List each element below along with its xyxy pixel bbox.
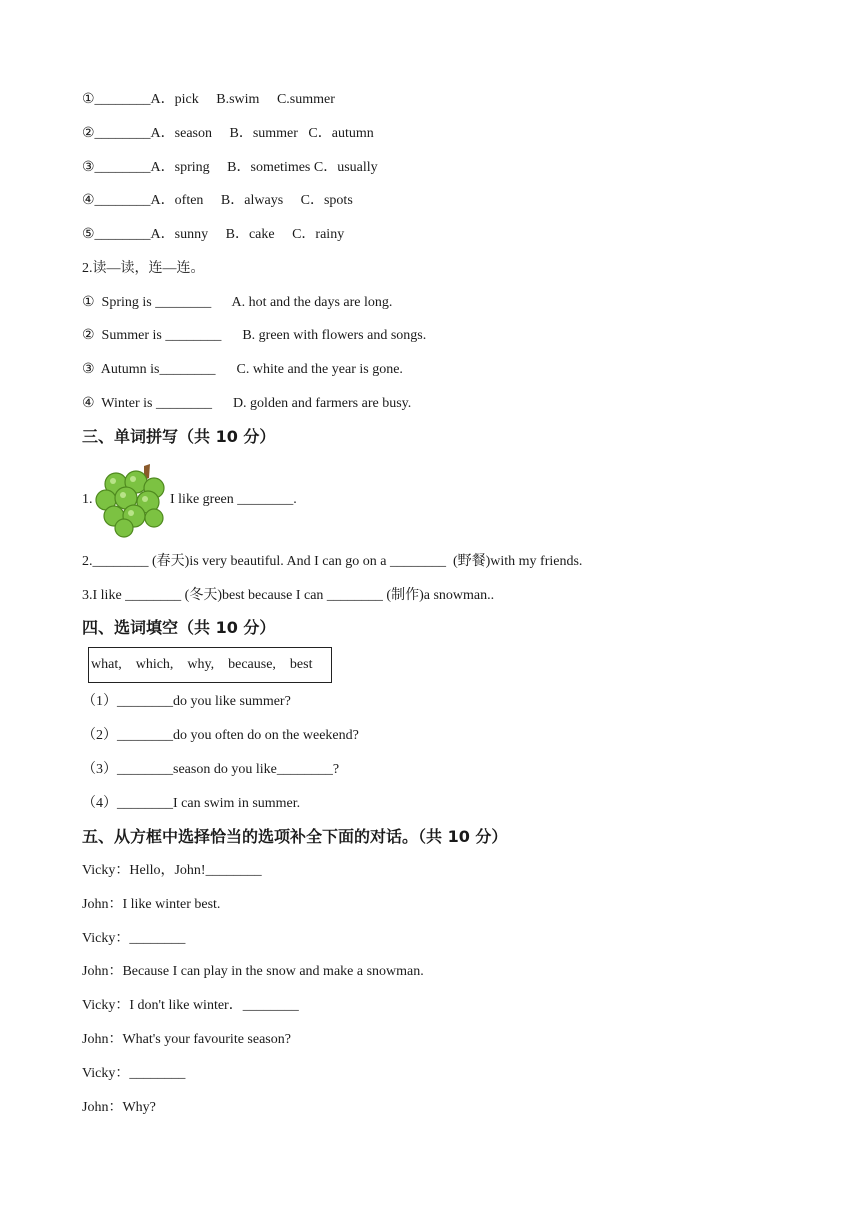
fill-item-3: （3）________season do you like________? bbox=[82, 762, 340, 777]
fill-item-4: （4）________I can swim in summer. bbox=[82, 796, 301, 811]
dialogue-line-2: John：I like winter best. bbox=[82, 897, 221, 912]
choice-item-4: ④________A．often B．always C．spots bbox=[82, 193, 353, 208]
dialogue-line-7: Vicky：________ bbox=[82, 1066, 186, 1081]
match-title: 2.读—读，连—连。 bbox=[82, 261, 205, 276]
match-item-1: ① Spring is ________ A. hot and the days are long. bbox=[82, 295, 393, 310]
match-item-4: ④ Winter is ________ D. golden and farmers are busy. bbox=[82, 396, 412, 411]
dialogue-line-3: Vicky：________ bbox=[82, 931, 186, 946]
section5-heading: 五、从方框中选择恰当的选项补全下面的对话。（共 10 分） bbox=[82, 827, 508, 846]
choice-item-5: ⑤________A．sunny B．cake C．rainy bbox=[82, 227, 345, 242]
dialogue-line-1: Vicky：Hello，John!________ bbox=[82, 863, 262, 878]
dialogue-line-4: John：Because I can play in the snow and make a snowman. bbox=[82, 964, 424, 979]
match-item-2: ② Summer is ________ B. green with flowers and songs. bbox=[82, 328, 427, 343]
choice-item-3: ③________A．spring B．sometimes C．usually bbox=[82, 160, 378, 175]
word-box: what, which, why, because, best bbox=[88, 647, 332, 683]
q1-text: I like green ________. bbox=[170, 492, 297, 507]
dialogue-line-5: Vicky：I don't like winter．________ bbox=[82, 998, 299, 1013]
section4-heading: 四、选词填空（共 10 分） bbox=[82, 618, 276, 637]
q2-line: 2.________ (春天)is very beautiful. And I can go on a ________ (野餐)with my friends. bbox=[82, 554, 583, 569]
fill-item-2: （2）________do you often do on the weekend? bbox=[82, 728, 359, 743]
dialogue-line-8: John：Why? bbox=[82, 1100, 156, 1115]
grapes-image bbox=[92, 462, 172, 538]
dialogue-line-6: John：What's your favourite season? bbox=[82, 1032, 291, 1047]
fill-item-1: （1）________do you like summer? bbox=[82, 694, 291, 709]
choice-item-2: ②________A．season B．summer C．autumn bbox=[82, 126, 374, 141]
q1-number: 1. bbox=[82, 492, 93, 507]
section3-heading: 三、单词拼写（共 10 分） bbox=[82, 427, 276, 446]
q3-line: 3.I like ________ (冬天)best because I can ________ (制作)a snowman.. bbox=[82, 588, 495, 603]
match-item-3: ③ Autumn is________ C. white and the year is gone. bbox=[82, 362, 403, 377]
choice-item-1: ①________A．pick B.swim C.summer bbox=[82, 92, 335, 107]
